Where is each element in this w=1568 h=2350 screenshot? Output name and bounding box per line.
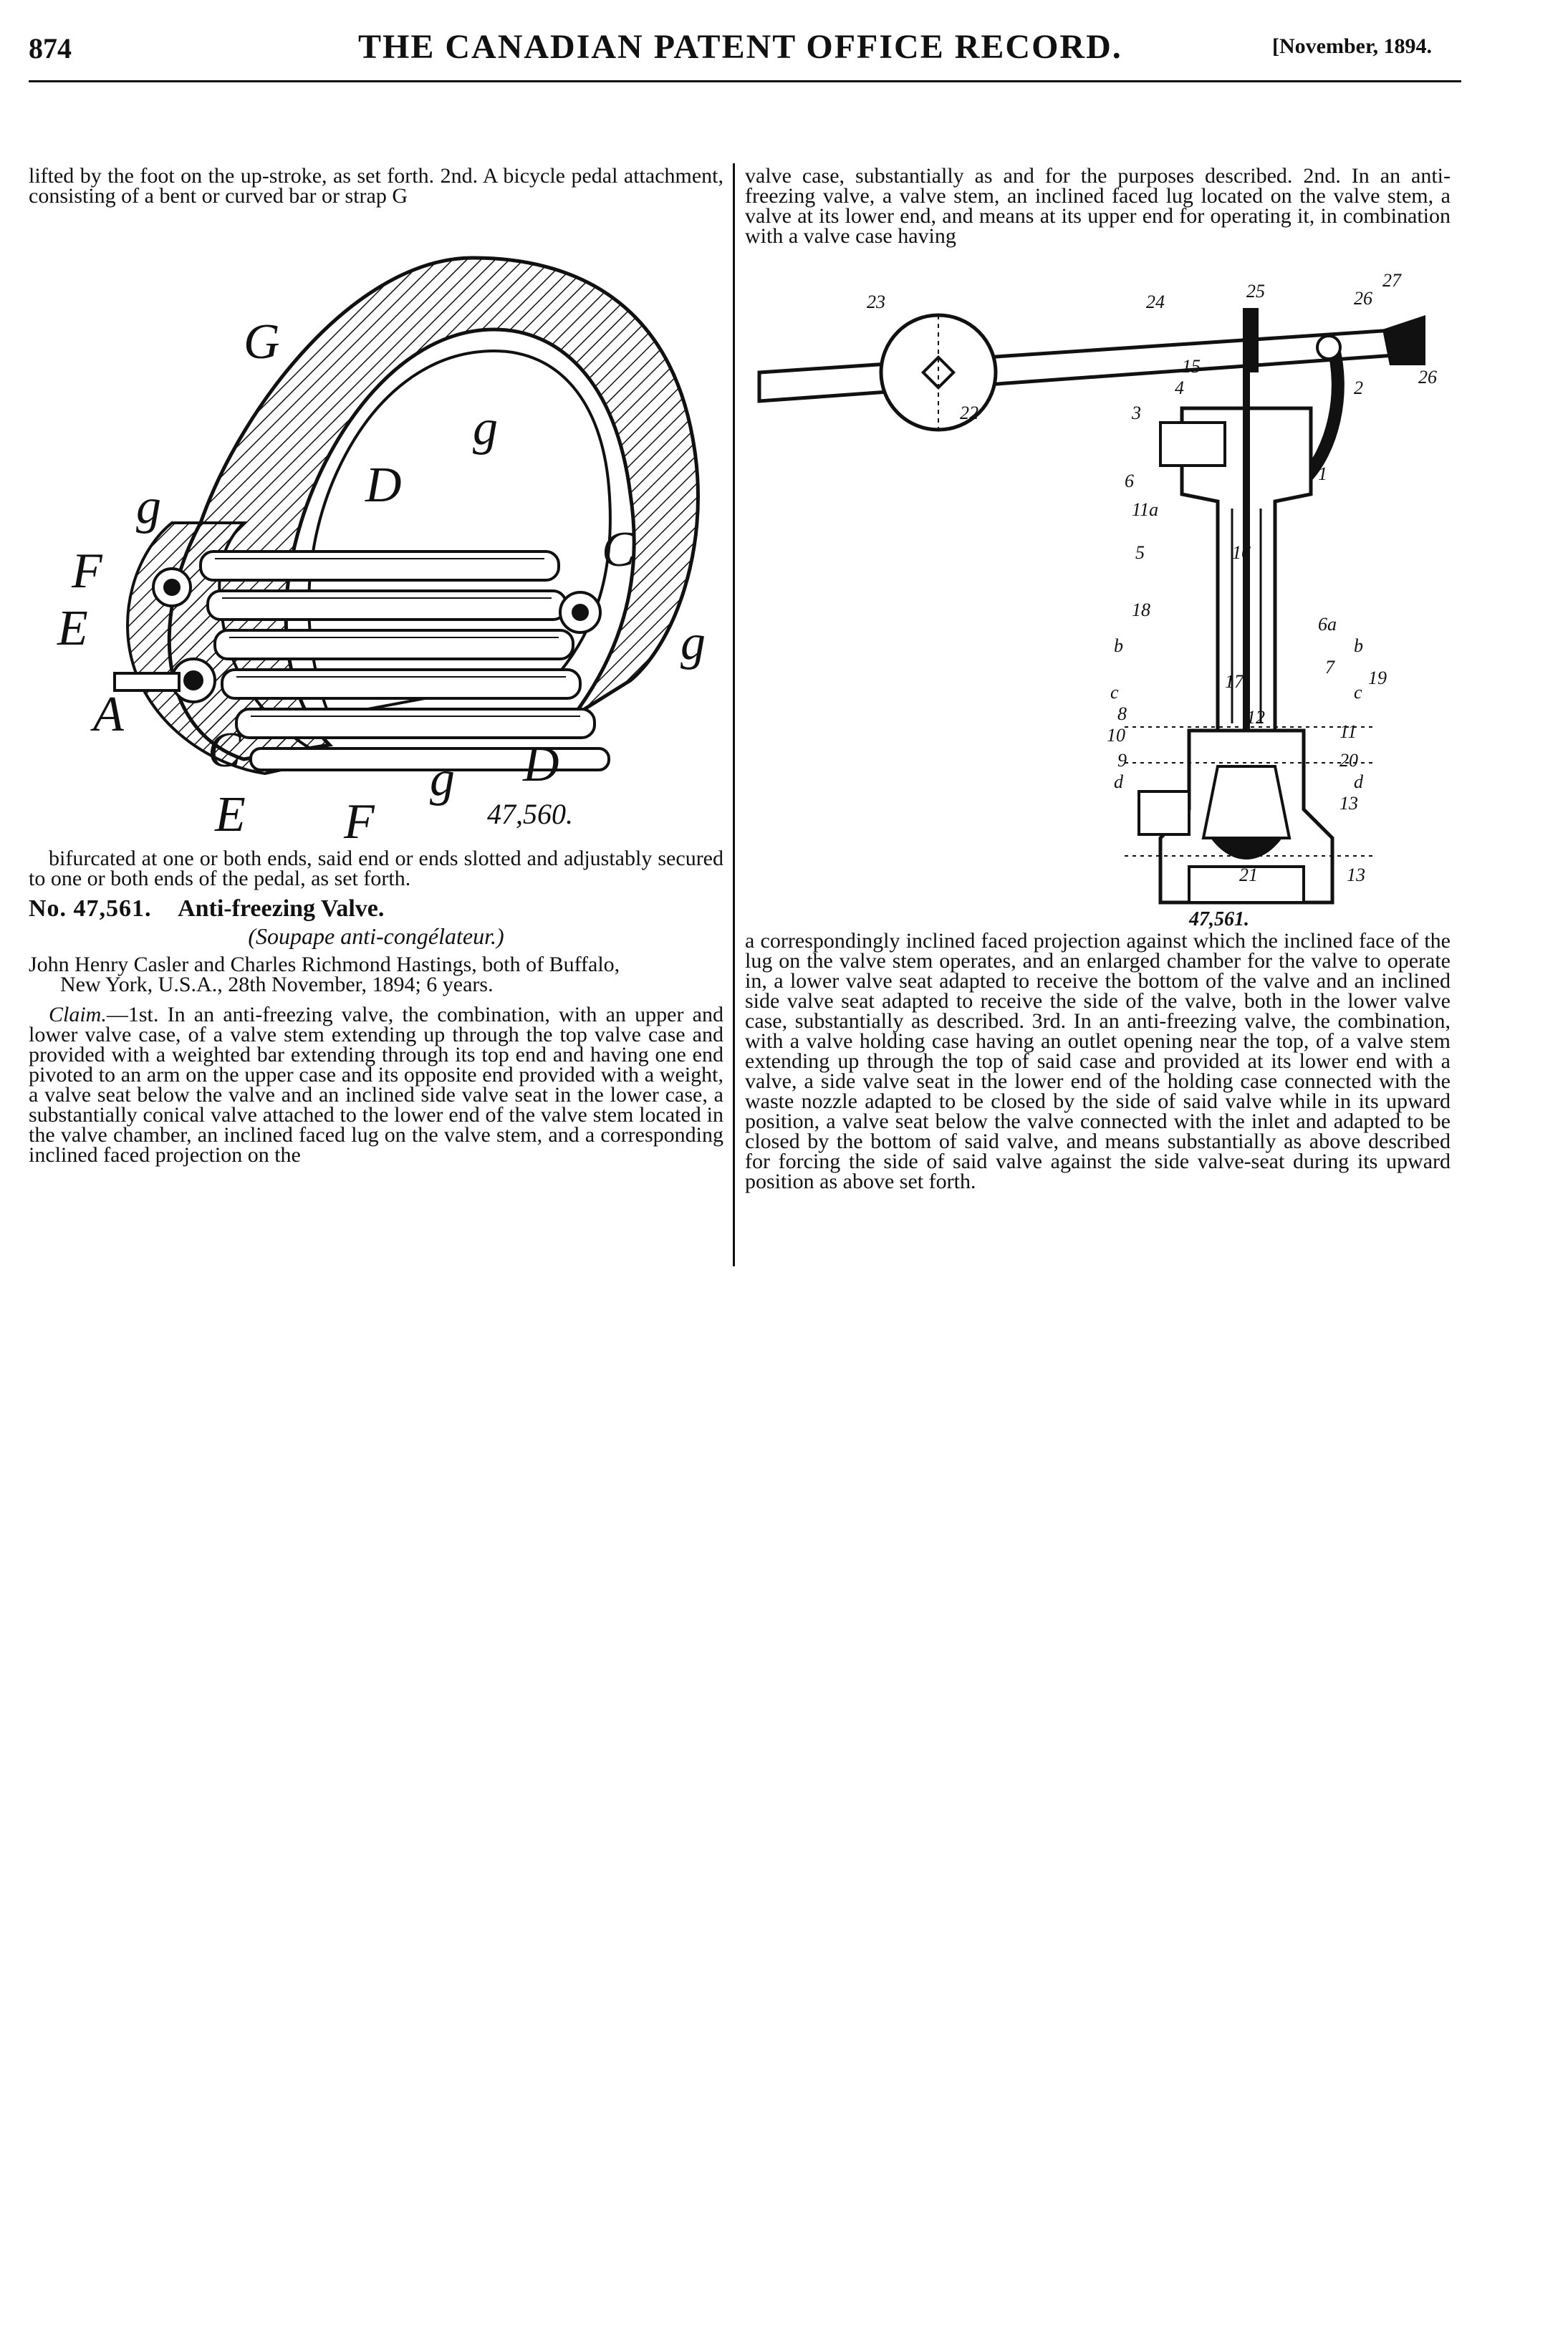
label-F-left: F (72, 544, 102, 599)
inventors-line-1: John Henry Casler and Charles Richmond Hastings, both of Buffalo, (29, 953, 620, 976)
ref-12: 12 (1246, 707, 1265, 728)
ref-7: 7 (1325, 657, 1334, 678)
ref-c-left: c (1110, 682, 1119, 703)
weighted-bar (759, 329, 1404, 401)
conical-valve (1203, 766, 1289, 838)
ref-19: 19 (1368, 668, 1387, 688)
ref-25: 25 (1246, 281, 1265, 302)
ref-27: 27 (1382, 270, 1401, 291)
ref-9: 9 (1117, 750, 1127, 771)
valve-figure (745, 265, 1451, 910)
label-D-bottom: D (523, 737, 559, 792)
right-bottom-text: a correspondingly inclined faced projection against which the inclined face of the lug on the valve stem operates, and an enlarged chamber for the valve to operate in, a lower valve seat adapted to receive the bottom of the valve and an inclined side valve seat adapted to receive the side of the valve, both in the lower valve case, substantially as described. 3rd. In an anti-freezing valve, the combination, with a valve holding case having an outlet opening near the top, of a valve stem extending up through the top of said case and provided at its lower end with a valve, a side valve seat in the lower end of the holding case connected with the waste nozzle adapted to be closed by the side of said valve while in its upward position, a valve seat below the valve connected with the inlet and adapted to be closed by the bottom of said valve, and means substantially as above described for forcing the side of said valve against the side valve-seat during its upward position as above set forth. (745, 929, 1451, 1193)
ref-11a: 11a (1132, 499, 1159, 520)
ref-3: 3 (1132, 403, 1141, 423)
ref-6a: 6a (1318, 614, 1337, 635)
right-column-bottom (745, 931, 1451, 1192)
ref-18: 18 (1132, 599, 1150, 620)
left-column-bottom (29, 849, 723, 1165)
left-top-text: lifted by the foot on the up-stroke, as set forth. 2nd. A bicycle pedal attachment, consisting of a bent or curved bar or strap G (29, 164, 723, 208)
pivot-arm (1382, 315, 1425, 365)
patent-inventors (29, 955, 723, 995)
ref-16: 16 (1232, 542, 1251, 563)
ref-6: 6 (1125, 471, 1134, 491)
patent-claim (29, 1005, 723, 1165)
label-E-bottom: E (215, 787, 246, 838)
right-column-top (745, 166, 1451, 246)
label-g-bottom: g (430, 751, 455, 806)
ref-24: 24 (1146, 292, 1165, 312)
column-divider (733, 163, 735, 1266)
ref-5: 5 (1135, 542, 1145, 563)
pedal-figure (29, 215, 731, 838)
left-column-top (29, 166, 723, 206)
ref-20: 20 (1339, 750, 1358, 771)
label-C-left: C (208, 723, 241, 778)
claim-text: —1st. In an anti-freezing valve, the combination, with an upper and lower valve case, of a valve stem extending up through the top valve case and provided with a weighted bar extending through its top end and having one end pivoted to an arm on the upper case and its opposite end provided with a weight, a valve seat below the valve and an inclined side valve seat in the lower case, a substantially conical valve attached to the lower end of the valve stem located in the valve chamber, an inclined faced lug on the valve stem, and a corresponding inclined faced projection on the (29, 1003, 723, 1167)
figure-number-47561: 47,561. (1189, 908, 1249, 930)
inventors-line-2: New York, U.S.A., 28th November, 1894; 6 years. (60, 973, 494, 996)
patent-french-title: (Soupape anti-congélateur.) (248, 923, 504, 949)
pedal-claim-end: bifurcated at one or both ends, said end or ends slotted and adjustably secured to one or both ends of the pedal, as set forth. (29, 847, 723, 890)
figure-number-47560: 47,560. (487, 798, 573, 830)
label-F-bottom: F (344, 794, 375, 838)
ref-26: 26 (1354, 288, 1372, 309)
label-g-right: g (680, 615, 706, 670)
label-G: G (244, 314, 280, 370)
ref-d-left: d (1114, 771, 1123, 792)
claim-label: Claim. (49, 1003, 107, 1026)
patent-heading (29, 895, 723, 922)
patent-title: Anti-freezing Valve. (178, 895, 385, 922)
issue-date: [November, 1894. (1272, 34, 1433, 58)
ref-d-right: d (1354, 771, 1363, 792)
ref-13: 13 (1339, 793, 1358, 814)
label-g-top: g (473, 400, 498, 456)
ref-10: 10 (1107, 725, 1125, 746)
ref-15: 15 (1182, 356, 1201, 377)
header-rule (29, 80, 1461, 82)
ref-13b: 13 (1347, 865, 1365, 885)
running-head: THE CANADIAN PATENT OFFICE RECORD. (358, 28, 1122, 66)
ref-8: 8 (1117, 703, 1127, 724)
ref-b-right: b (1354, 635, 1363, 656)
ref-22: 22 (960, 403, 978, 423)
ref-1: 1 (1318, 463, 1327, 484)
ref-17: 17 (1225, 671, 1244, 692)
ref-2: 2 (1354, 377, 1363, 398)
label-g-left: g (136, 479, 161, 534)
page-number: 874 (29, 32, 72, 64)
pedal-drawing (29, 215, 731, 838)
ref-23: 23 (867, 292, 885, 312)
label-E-left: E (57, 601, 88, 656)
ref-11: 11 (1339, 721, 1357, 742)
label-D-top: D (365, 458, 402, 513)
label-A: A (93, 687, 124, 742)
right-top-text: valve case, substantially as and for the purposes described. 2nd. In an anti-freezing valve, a valve stem, an inclined faced lug located on the valve stem, a valve at its lower end, and means at its upper end for operating it, in combination with a valve case having (745, 164, 1451, 248)
ref-26b: 26 (1418, 367, 1437, 387)
label-C-right: C (602, 522, 635, 577)
ref-c-right: c (1354, 682, 1362, 703)
valve-drawing (745, 265, 1451, 910)
ref-21: 21 (1239, 865, 1258, 885)
patent-number: No. 47,561. (29, 895, 152, 922)
ref-b-left: b (1114, 635, 1123, 656)
ref-4: 4 (1175, 377, 1184, 398)
